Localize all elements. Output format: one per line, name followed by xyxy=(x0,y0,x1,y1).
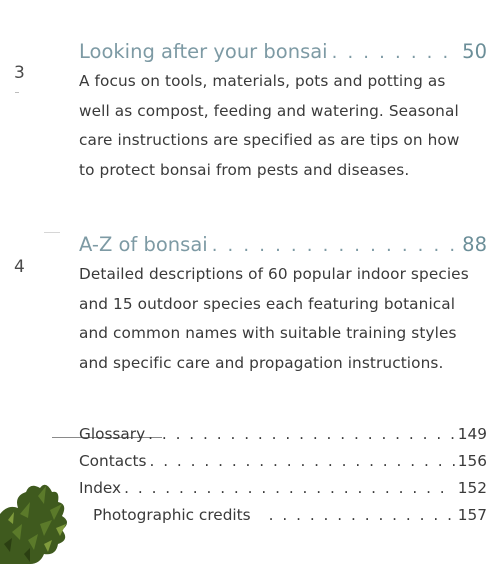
description-line: and 15 outdoor species each featuring botanical xyxy=(79,294,456,313)
section-title: Looking after your bonsai xyxy=(79,40,328,63)
index-page-number: 157 xyxy=(457,506,487,524)
dot-leader xyxy=(212,235,458,256)
section-description xyxy=(79,67,487,185)
index-page-number: 156 xyxy=(457,452,487,470)
index-page-number: 152 xyxy=(457,479,487,497)
section-page-number: 88 xyxy=(462,233,487,256)
description-line: to protect bonsai from pests and diseases. xyxy=(79,160,410,179)
section-heading[interactable] xyxy=(79,40,487,63)
index-label: Glossary xyxy=(79,425,146,443)
dot-leader xyxy=(149,452,454,470)
description-line: care instructions are specified as are tips on how xyxy=(79,131,460,149)
dot-leader xyxy=(269,506,455,524)
description-line: well as compost, feeding and watering. Seasonal xyxy=(79,101,459,120)
back-matter-list xyxy=(79,425,487,533)
bonsai-foliage-image xyxy=(0,474,80,564)
description-line: A focus on tools, materials, pots and potting as xyxy=(79,72,446,90)
toc-section xyxy=(79,40,487,185)
dot-leader xyxy=(124,479,455,497)
index-page-number: 149 xyxy=(457,425,487,443)
description-line: and specific care and propagation instructions. xyxy=(79,353,444,372)
section-description xyxy=(79,260,487,378)
section-page-number: 50 xyxy=(462,40,487,63)
dot-leader xyxy=(332,42,459,63)
description-line: Detailed descriptions of 60 popular indoor species xyxy=(79,265,469,283)
chapter-number: 3 xyxy=(14,63,25,83)
section-title: A-Z of bonsai xyxy=(79,233,208,256)
index-entry[interactable] xyxy=(79,425,487,452)
index-label: Photographic credits xyxy=(93,506,251,524)
index-label: Index xyxy=(79,479,122,497)
margin-mark xyxy=(44,232,60,233)
index-entry[interactable] xyxy=(79,506,487,533)
index-label: Contacts xyxy=(79,452,147,470)
index-entry[interactable] xyxy=(79,479,487,506)
margin-mark xyxy=(15,92,19,93)
index-entry[interactable] xyxy=(79,452,487,479)
section-heading[interactable] xyxy=(79,233,487,256)
description-line: and common names with suitable training styles xyxy=(79,324,457,342)
chapter-number: 4 xyxy=(14,257,25,277)
dot-leader xyxy=(148,425,455,443)
toc-section xyxy=(79,233,487,378)
